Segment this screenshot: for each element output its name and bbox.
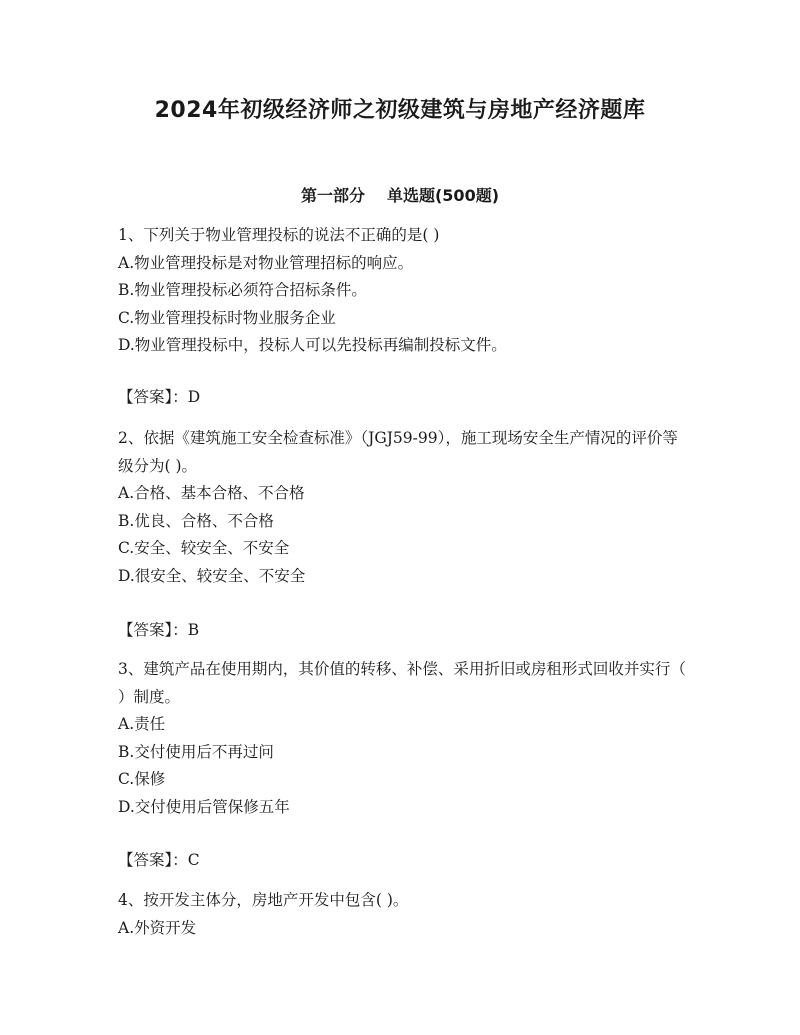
option-b: B.优良、合格、不合格: [118, 511, 274, 530]
answer-1: [118, 384, 200, 412]
question-4: [118, 887, 688, 942]
answer-label: 【答案】: [118, 851, 173, 869]
option-d: D.很安全、较安全、不安全: [118, 566, 306, 585]
answer-2: [118, 617, 199, 645]
answer-label: 【答案】: [118, 621, 173, 639]
answer-value: ：D: [172, 388, 201, 406]
option-d: D.物业管理投标中，投标人可以先投标再编制投标文件。: [118, 336, 507, 354]
option-c: C.物业管理投标时物业服务企业: [118, 308, 336, 327]
option-b: B.交付使用后不再过问: [118, 742, 274, 761]
option-a: A.外资开发: [118, 918, 197, 937]
option-c: C.保修: [118, 770, 166, 788]
section-part: 第一部分: [300, 186, 365, 205]
option-c: C.安全、较安全、不安全: [118, 539, 290, 557]
section-heading: [0, 183, 800, 206]
answer-label: 【答案】: [118, 388, 173, 406]
document-title: 2024年初级经济师之初级建筑与房地产经济题库: [154, 98, 646, 123]
option-a: A.合格、基本合格、不合格: [118, 484, 305, 502]
option-a: A.物业管理投标是对物业管理招标的响应。: [118, 253, 414, 272]
answer-value: ：C: [172, 851, 200, 869]
answer-value: ：B: [172, 621, 200, 639]
question-2: [118, 425, 688, 590]
answer-3: [118, 847, 200, 875]
question-stem: 1、下列关于物业管理投标的说法不正确的是( ): [118, 226, 440, 244]
question-stem: 2、依据《建筑施工安全检查标准》（JGJ59-99），施工现场安全生产情况的评价等级分为( )。: [118, 429, 678, 475]
option-a: A.责任: [118, 715, 166, 733]
section-title: 单选题(500题): [386, 186, 500, 205]
question-3: [118, 656, 688, 821]
question-stem: 4、按开发主体分，房地产开发中包含( )。: [118, 891, 409, 909]
option-b: B.物业管理投标必须符合招标条件。: [118, 281, 367, 299]
question-stem: 3、建筑产品在使用期内，其价值的转移、补偿、采用折旧或房租形式回收并实行（ ）制度。: [118, 660, 686, 706]
option-d: D.交付使用后管保修五年: [118, 797, 290, 816]
question-1: [118, 222, 688, 360]
